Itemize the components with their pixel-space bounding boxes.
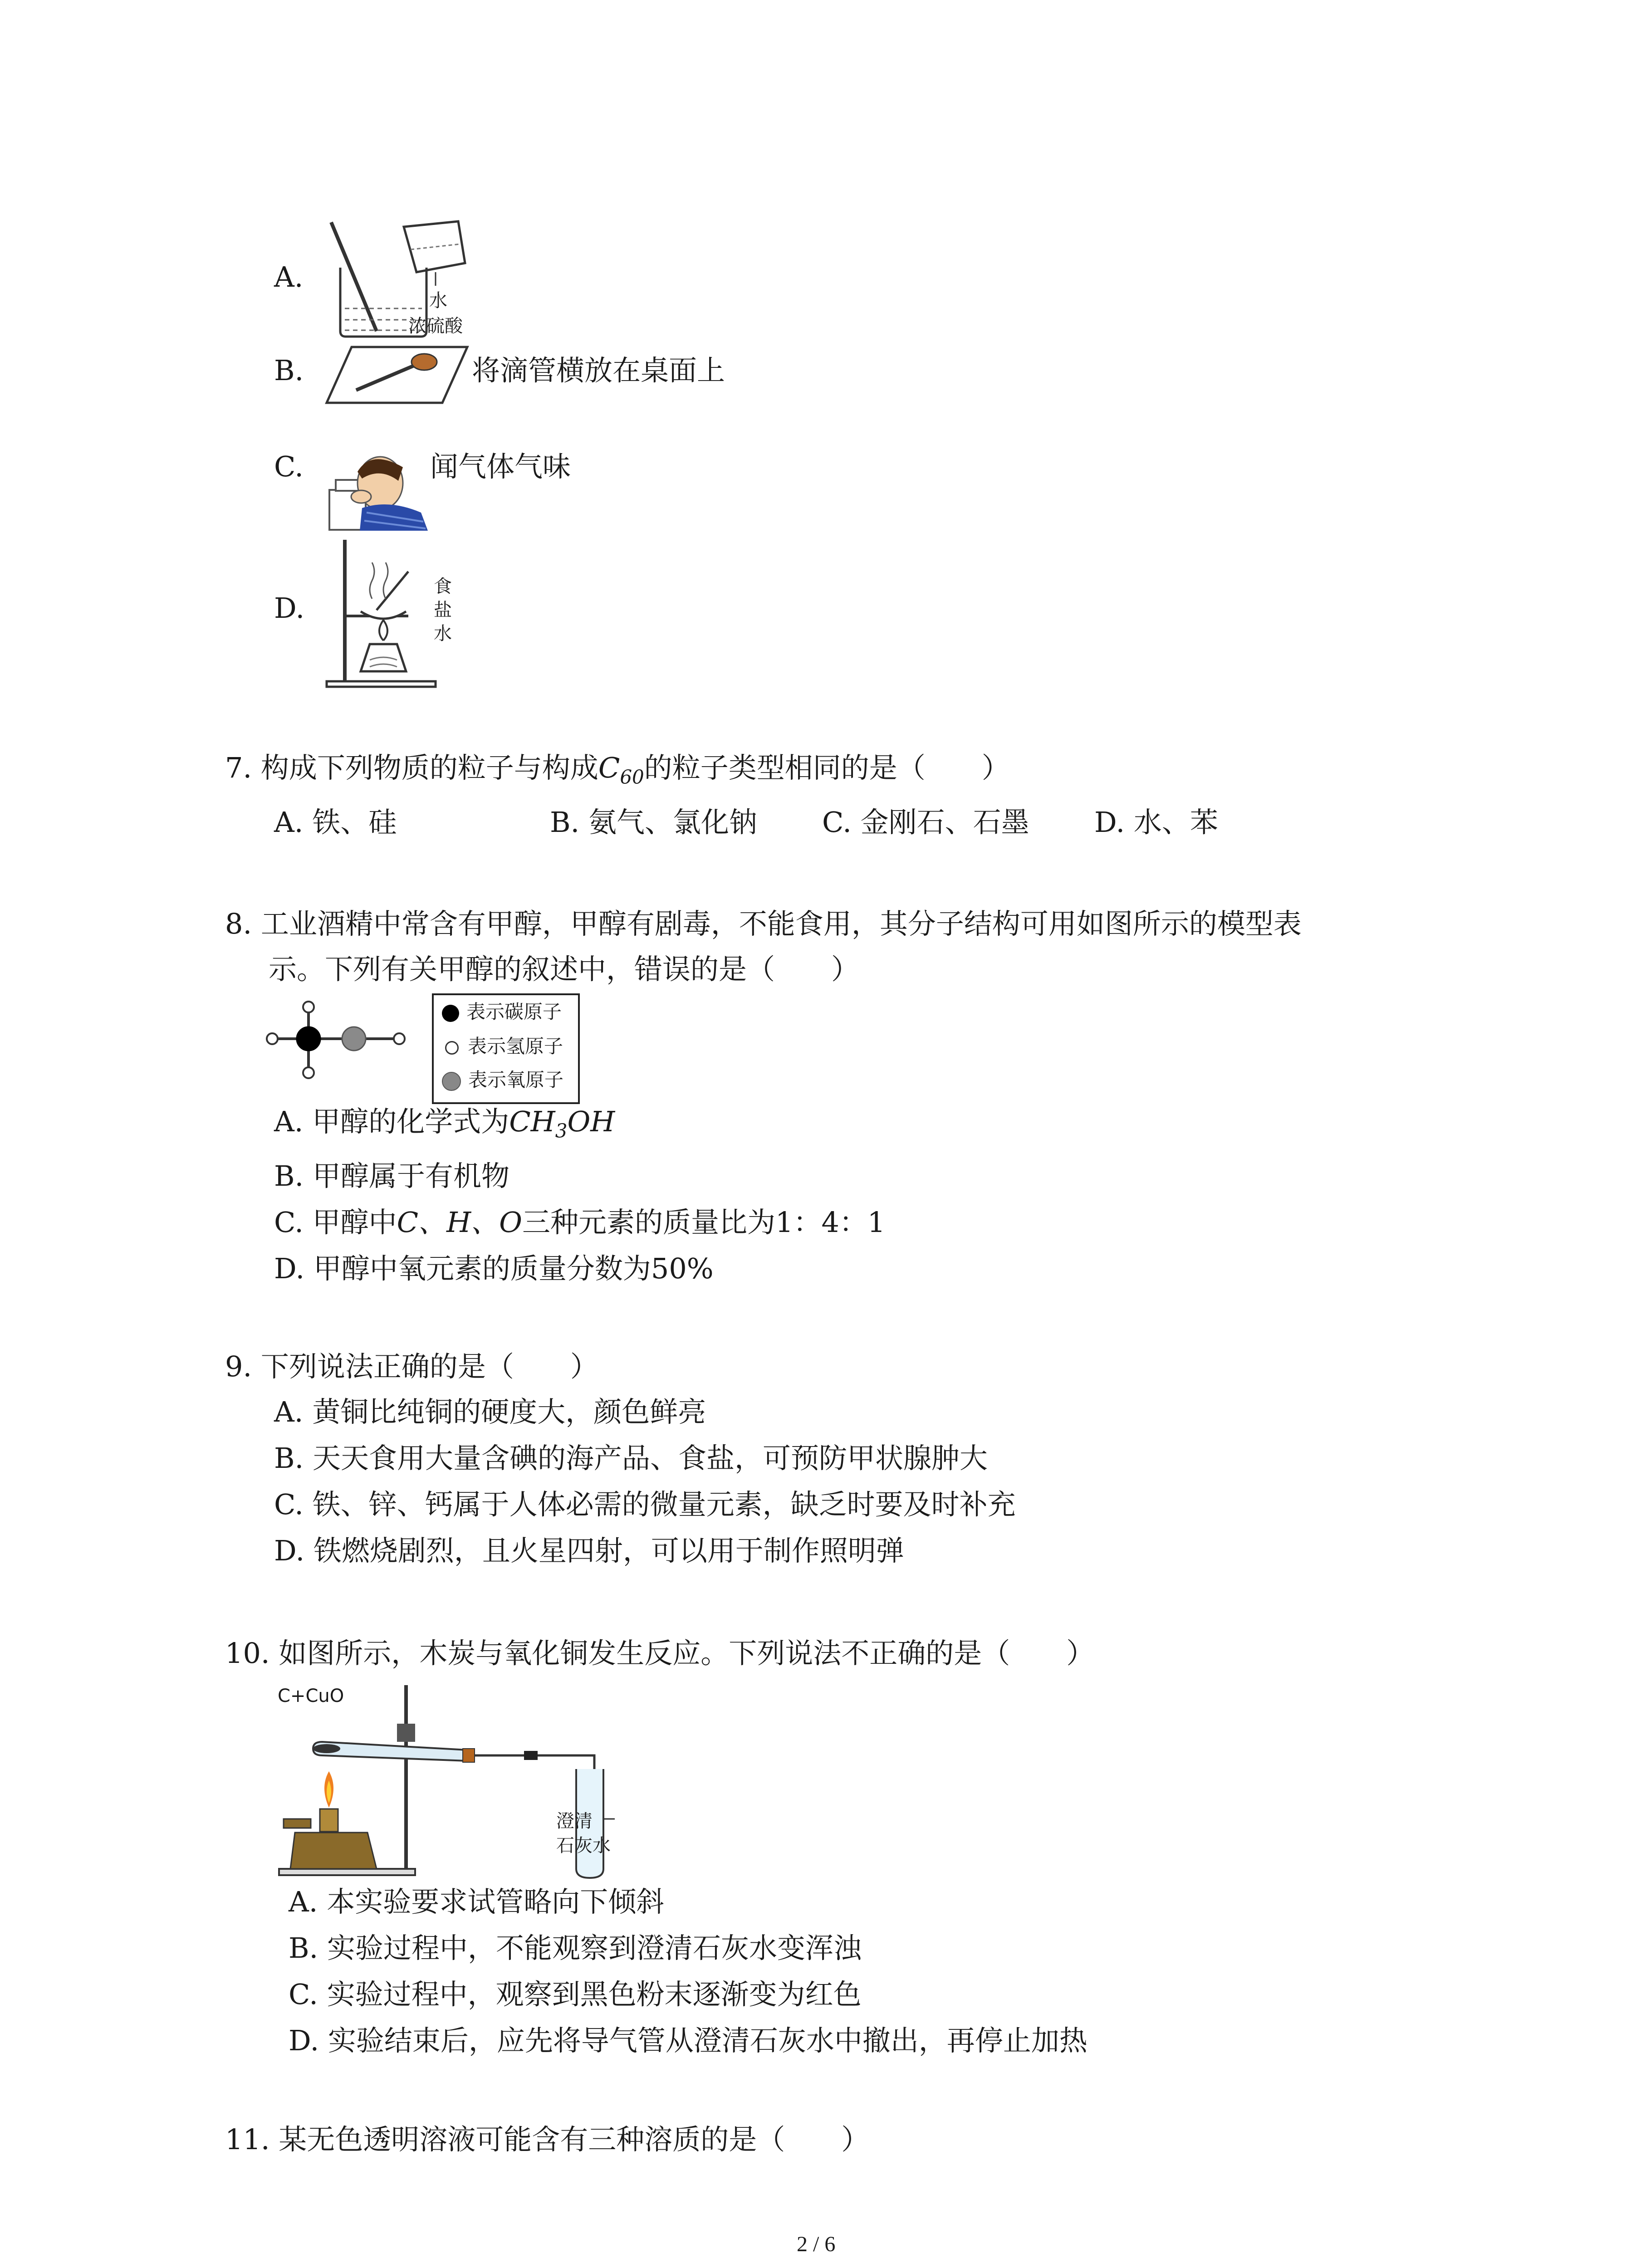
hydrogen-atom-icon [445,1041,459,1055]
q8-formula-part1: CH [509,1105,555,1138]
q6-option-a-label: A. [274,260,304,293]
q7-option-b: B. 氨气、氯化钠 [550,806,757,839]
q10-option-a: A. 本实验要求试管略向下倾斜 [289,1885,665,1918]
q6-d-side-2: 盐 [434,600,452,621]
dropper-on-table-figure [324,345,470,406]
legend-carbon-text: 表示碳原子 [466,1001,562,1023]
q8-option-c-suffix: 三种元素的质量比为1：4：1 [522,1206,886,1239]
q6-d-side-3: 水 [434,623,452,644]
q7-option-a: A. 铁、硅 [274,806,397,839]
page-number: 2 / 6 [797,2232,836,2256]
q8-option-a [274,1105,615,1148]
molecule-legend [432,993,580,1104]
q6-d-side-1: 食 [434,576,452,597]
q6-a-acid-label: 浓硫酸 [408,316,463,337]
q6-a-water-label: 水 [429,290,447,311]
q10-stem: 10. 如图所示，木炭与氧化铜发生反应。下列说法不正确的是（ ） [225,1637,1095,1670]
q9-option-c: C. 铁、锌、钙属于人体必需的微量元素，缺乏时要及时补充 [274,1488,1016,1521]
q8-stem-line1: 8. 工业酒精中常含有甲醇，甲醇有剧毒，不能食用，其分子结构可用如图所示的模型表 [225,907,1302,940]
q10-fig-label-reactants: C+CuO [278,1686,344,1706]
q7-formula-sub: 60 [620,766,644,788]
methanol-molecule-model [263,998,413,1084]
q10-option-c: C. 实验过程中，观察到黑色粉末逐渐变为红色 [289,1978,862,2011]
q8-option-c-prefix: C. 甲醇中 [274,1206,397,1239]
q8-stem-line2: 示。下列有关甲醇的叙述中，错误的是（ ） [269,953,860,986]
q9-option-a: A. 黄铜比纯铜的硬度大，颜色鲜亮 [274,1395,706,1428]
legend-hydrogen [442,1035,563,1058]
q8-formula-part2: OH [567,1105,615,1138]
carbon-atom-icon [442,1005,459,1022]
oxygen-atom-icon [442,1072,461,1091]
q7-stem-prefix: 7. 构成下列物质的粒子与构成 [225,751,598,784]
q8-option-c-elements: C、H、O [397,1206,522,1239]
q10-option-d: D. 实验结束后，应先将导气管从澄清石灰水中撤出，再停止加热 [289,2024,1087,2057]
q6-option-d-label: D. [274,591,305,625]
q7-formula: C [598,751,620,784]
q8-option-b: B. 甲醇属于有机物 [274,1159,509,1193]
q10-fig-label-limewater-1: 澄清 [556,1811,593,1832]
q7-stem-suffix: 的粒子类型相同的是（ ） [644,751,1010,784]
q6-c-text: 闻气体气味 [430,450,571,483]
q10-option-b: B. 实验过程中，不能观察到澄清石灰水变浑浊 [289,1931,862,1965]
q7-option-c: C. 金刚石、石墨 [822,806,1029,839]
q6-b-text: 将滴管横放在桌面上 [472,354,725,387]
q7-stem [225,751,1010,794]
q6-option-c-label: C. [274,450,304,483]
legend-hydrogen-text: 表示氢原子 [468,1035,563,1057]
legend-oxygen-text: 表示氧原子 [468,1069,564,1091]
q11-stem: 11. 某无色透明溶液可能含有三种溶质的是（ ） [225,2123,870,2156]
q7-option-d: D. 水、苯 [1094,806,1218,839]
q8-option-c [274,1206,885,1239]
q10-fig-label-limewater-2: 石灰水 [556,1835,611,1856]
smelling-gas-figure [326,454,430,531]
q8-option-d: D. 甲醇中氧元素的质量分数为50% [274,1252,714,1285]
q8-option-a-text: A. 甲醇的化学式为 [274,1105,509,1138]
q9-stem: 9. 下列说法正确的是（ ） [225,1350,598,1383]
legend-oxygen [442,1069,563,1091]
q9-option-b: B. 天天食用大量含碘的海产品、食盐，可预防甲状腺肿大 [274,1442,988,1475]
q9-option-d: D. 铁燃烧剧烈，且火星四射，可以用于制作照明弹 [274,1534,904,1567]
q8-formula-sub: 3 [555,1119,568,1142]
legend-carbon [442,1001,562,1023]
q6-option-b-label: B. [274,354,304,387]
evaporation-stand-figure [318,535,440,689]
